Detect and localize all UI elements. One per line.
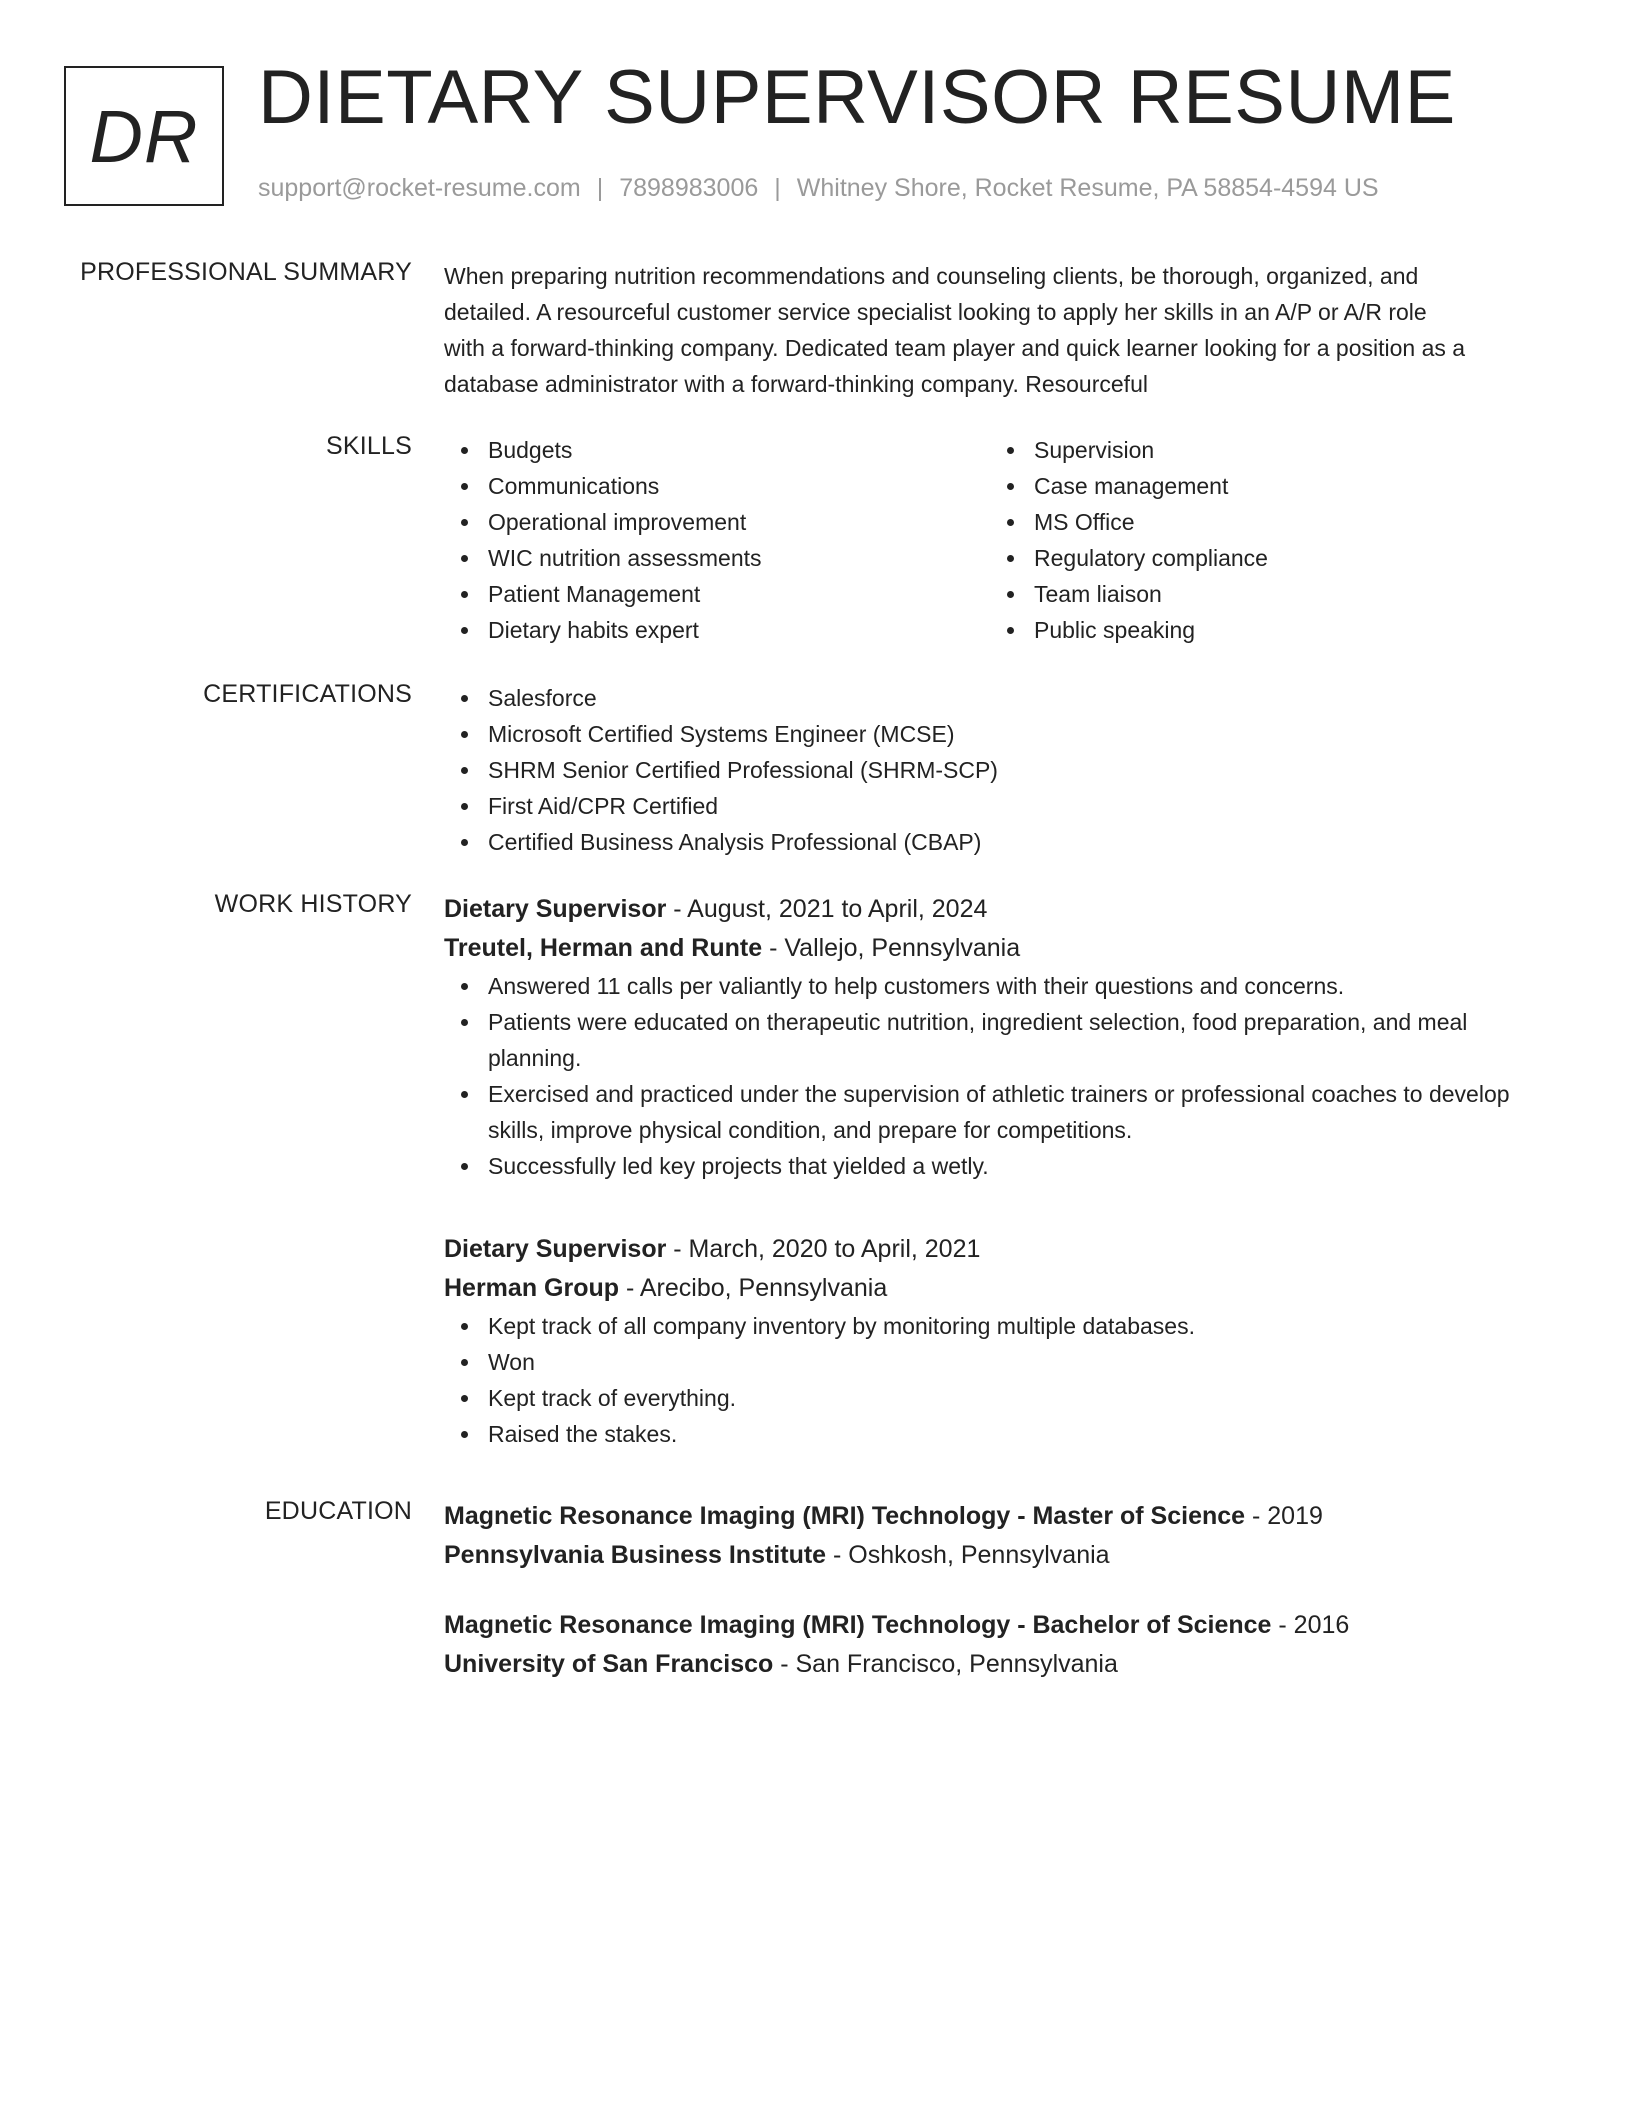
certification-item: Microsoft Certified Systems Engineer (MCSE) [444,716,1554,752]
education-location: - San Francisco, Pennsylvania [773,1650,1118,1678]
education-degree: Magnetic Resonance Imaging (MRI) Technology - Bachelor of Science [444,1611,1272,1639]
skill-item: WIC nutrition assessments [444,540,990,576]
contact-line [258,174,1379,203]
job-dates: - August, 2021 to April, 2024 [666,895,988,923]
job-location: - Arecibo, Pennsylvania [619,1274,888,1302]
certifications-list [444,680,1554,860]
summary-line: When preparing nutrition recommendations and counseling clients, be thorough, organized, and [444,263,1419,289]
job-company-line [444,1269,1554,1308]
education-entry [444,1497,1554,1575]
job-bullets [444,968,1554,1184]
education-school-line [444,1536,1554,1575]
skill-item: Public speaking [990,612,1536,648]
job-bullet: Kept track of everything. [444,1380,1554,1416]
certification-item: SHRM Senior Certified Professional (SHRM-SCP) [444,752,1554,788]
skill-item: MS Office [990,504,1536,540]
education-school-line [444,1645,1554,1684]
education-location: - Oshkosh, Pennsylvania [826,1541,1110,1569]
summary-line: detailed. A resourceful customer service specialist looking to apply her skills in an A/P or A/R role [444,299,1427,325]
certification-item: Certified Business Analysis Professional (CBAP) [444,824,1554,860]
section-label-work-history: WORK HISTORY [214,890,412,918]
job-dates: - March, 2020 to April, 2021 [666,1235,981,1263]
job-title: Dietary Supervisor [444,1235,667,1263]
education-degree-line [444,1497,1554,1536]
job-company: Treutel, Herman and Runte [444,934,763,962]
job-bullet: Answered 11 calls per valiantly to help customers with their questions and concerns. [444,968,1554,1004]
monogram-logo: DR [64,66,224,206]
certifications-body [444,680,1554,860]
certification-item: First Aid/CPR Certified [444,788,1554,824]
skills-list-right [990,432,1536,648]
education-school: Pennsylvania Business Institute [444,1541,827,1569]
section-label-skills: SKILLS [326,432,412,460]
summary-line: database administrator with a forward-thinking company. Resourceful [444,371,1148,397]
skill-item: Operational improvement [444,504,990,540]
job-title-line [444,1230,1554,1269]
job-entry [444,1230,1554,1452]
job-company-line [444,929,1554,968]
job-title: Dietary Supervisor [444,895,667,923]
education-school: University of San Francisco [444,1650,774,1678]
education-entry [444,1606,1554,1684]
contact-phone[interactable]: 7898983006 [619,174,759,202]
job-bullets [444,1308,1554,1452]
job-entry [444,890,1554,1184]
contact-separator: | [596,174,604,202]
education-degree: Magnetic Resonance Imaging (MRI) Technology - Master of Science [444,1502,1246,1530]
job-location: - Vallejo, Pennsylvania [762,934,1021,962]
education-degree-line [444,1606,1554,1645]
skill-item: Budgets [444,432,990,468]
education-year: - 2019 [1245,1502,1323,1530]
contact-address: Whitney Shore, Rocket Resume, PA 58854-4594 US [796,174,1379,202]
summary-body [444,258,1554,402]
skill-item: Team liaison [990,576,1536,612]
job-title-line [444,890,1554,929]
job-company: Herman Group [444,1274,620,1302]
skill-item: Supervision [990,432,1536,468]
skill-item: Communications [444,468,990,504]
education-year: - 2016 [1271,1611,1350,1639]
skills-list-left [444,432,990,648]
job-bullet: Raised the stakes. [444,1416,1554,1452]
job-bullet: Exercised and practiced under the supervision of athletic trainers or professional coaches to develop skills, improve physical condition, and prepare for competitions. [444,1076,1554,1148]
section-label-summary: PROFESSIONAL SUMMARY [80,258,412,286]
section-label-education: EDUCATION [264,1497,412,1525]
skill-item: Patient Management [444,576,990,612]
contact-email[interactable]: support@rocket-resume.com [258,174,581,202]
job-bullet: Patients were educated on therapeutic nutrition, ingredient selection, food preparation, and meal planning. [444,1004,1554,1076]
skills-body [444,432,1554,648]
skill-item: Dietary habits expert [444,612,990,648]
skill-item: Regulatory compliance [990,540,1536,576]
job-bullet: Kept track of all company inventory by monitoring multiple databases. [444,1308,1554,1344]
summary-line: with a forward-thinking company. Dedicated team player and quick learner looking for a position as a [444,335,1466,361]
certification-item: Salesforce [444,680,1554,716]
job-bullet: Successfully led key projects that yielded a wetly. [444,1148,1554,1184]
contact-separator: | [774,174,781,202]
skill-item: Case management [990,468,1536,504]
job-bullet: Won [444,1344,1554,1380]
section-label-certifications: CERTIFICATIONS [203,680,412,708]
page-title: DIETARY SUPERVISOR RESUME [258,55,1456,140]
